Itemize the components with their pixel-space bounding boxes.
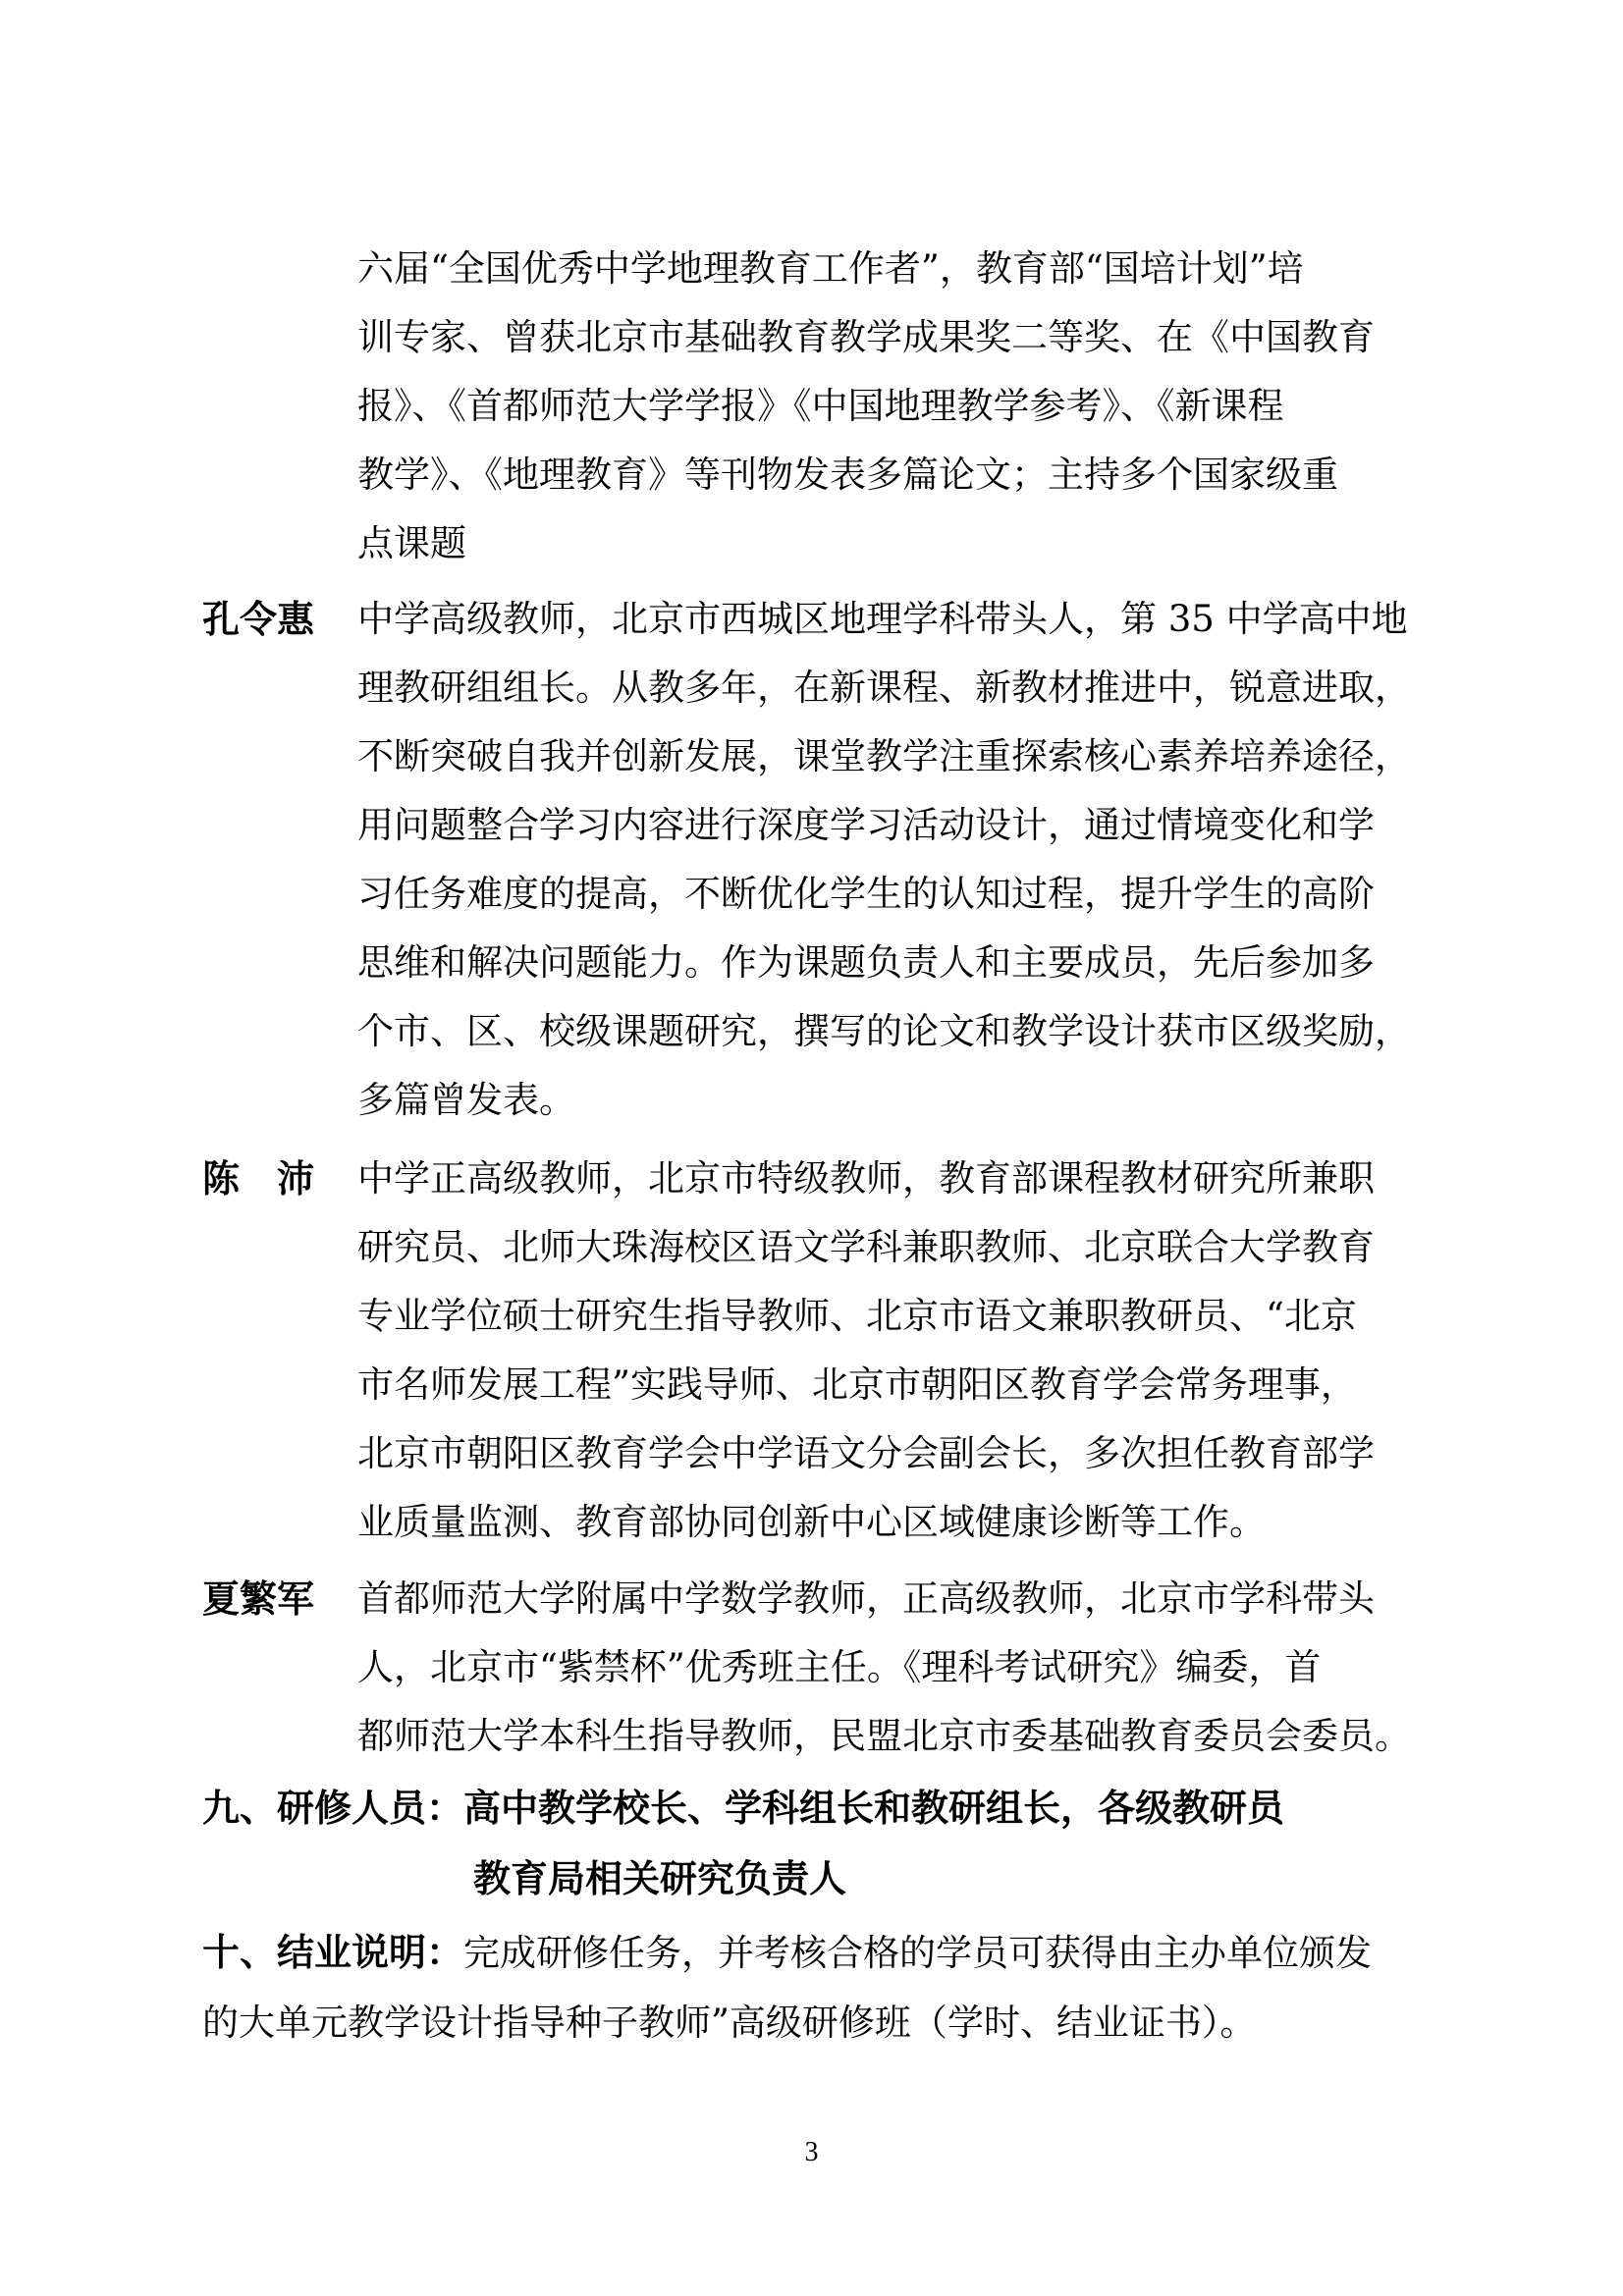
section-completion-label: 十、结业说明： bbox=[202, 1931, 464, 1974]
expert-bio-line: 人，北京市“紫禁杯”优秀班主任。《理科考试研究》编委，首 bbox=[357, 1646, 1322, 1688]
section-completion-line2: 的大单元教学设计指导种子教师”高级研修班（学时、结业证书）。 bbox=[202, 2002, 1257, 2044]
intro-bio-line: 点课题 bbox=[357, 522, 466, 564]
expert-name: 陈 沛 bbox=[202, 1157, 315, 1201]
expert-name: 夏繁军 bbox=[202, 1577, 315, 1621]
intro-bio-line: 教学》、《地理教育》等刊物发表多篇论文；主持多个国家级重 bbox=[357, 454, 1338, 496]
intro-bio-line: 六届“全国优秀中学地理教育工作者”，教育部“国培计划”培 bbox=[357, 247, 1304, 290]
expert-bio-line: 都师范大学本科生指导教师，民盟北京市委基础教育委员会委员。 bbox=[357, 1715, 1411, 1757]
expert-bio-line: 市名师发展工程”实践导师、北京市朝阳区教育学会常务理事， bbox=[357, 1363, 1357, 1406]
section-trainees-label: 九、研修人员： bbox=[202, 1787, 464, 1830]
expert-bio-line: 不断突破自我并创新发展，课堂教学注重探索核心素养培养途径， bbox=[357, 735, 1411, 777]
expert-bio-line: 首都师范大学附属中学数学教师，正高级教师，北京市学科带头 bbox=[357, 1577, 1375, 1620]
section-completion-line1 bbox=[202, 1929, 1372, 1976]
expert-bio-line: 专业学位硕士研究生指导教师、北京市语文兼职教研员、“北京 bbox=[357, 1295, 1357, 1337]
expert-bio-line: 理教研组组长。从教多年，在新课程、新教材推进中，锐意进取， bbox=[357, 667, 1411, 709]
expert-bio-line: 多篇曾发表。 bbox=[357, 1079, 575, 1121]
expert-bio-line: 习任务难度的提高，不断优化学生的认知过程，提升学生的高阶 bbox=[357, 873, 1375, 915]
page-number: 3 bbox=[804, 2137, 819, 2167]
expert-bio-line: 北京市朝阳区教育学会中学语文分会副会长，多次担任教育部学 bbox=[357, 1432, 1375, 1474]
expert-bio-line: 个市、区、校级课题研究，撰写的论文和教学设计获市区级奖励， bbox=[357, 1010, 1411, 1052]
expert-name: 孔令惠 bbox=[202, 598, 315, 641]
expert-bio-line: 研究员、北师大珠海校区语文学科兼职教师、北京联合大学教育 bbox=[357, 1226, 1375, 1268]
expert-bio-line: 中学正高级教师，北京市特级教师，教育部课程教材研究所兼职 bbox=[357, 1157, 1375, 1200]
section-completion-text: 完成研修任务，并考核合格的学员可获得由主办单位颁发 bbox=[463, 1932, 1373, 1974]
intro-bio-line: 训专家、曾获北京市基础教育教学成果奖二等奖、在《中国教育 bbox=[357, 316, 1375, 358]
section-trainees-line1 bbox=[202, 1785, 1284, 1832]
intro-bio-line: 报》、《首都师范大学学报》《中国地理教学参考》、《新课程 bbox=[357, 385, 1284, 427]
expert-bio-line: 中学高级教师，北京市西城区地理学科带头人，第 35 中学高中地 bbox=[357, 598, 1408, 640]
expert-bio-line: 业质量监测、教育部协同创新中心区域健康诊断等工作。 bbox=[357, 1501, 1266, 1543]
expert-bio-line: 思维和解决问题能力。作为课题负责人和主要成员，先后参加多 bbox=[357, 941, 1375, 984]
section-trainees-text: 高中教学校长、学科组长和教研组长，各级教研员 bbox=[463, 1787, 1285, 1830]
expert-bio-line: 用问题整合学习内容进行深度学习活动设计，通过情境变化和学 bbox=[357, 804, 1375, 846]
section-trainees-line2: 教育局相关研究负责人 bbox=[473, 1857, 847, 1900]
